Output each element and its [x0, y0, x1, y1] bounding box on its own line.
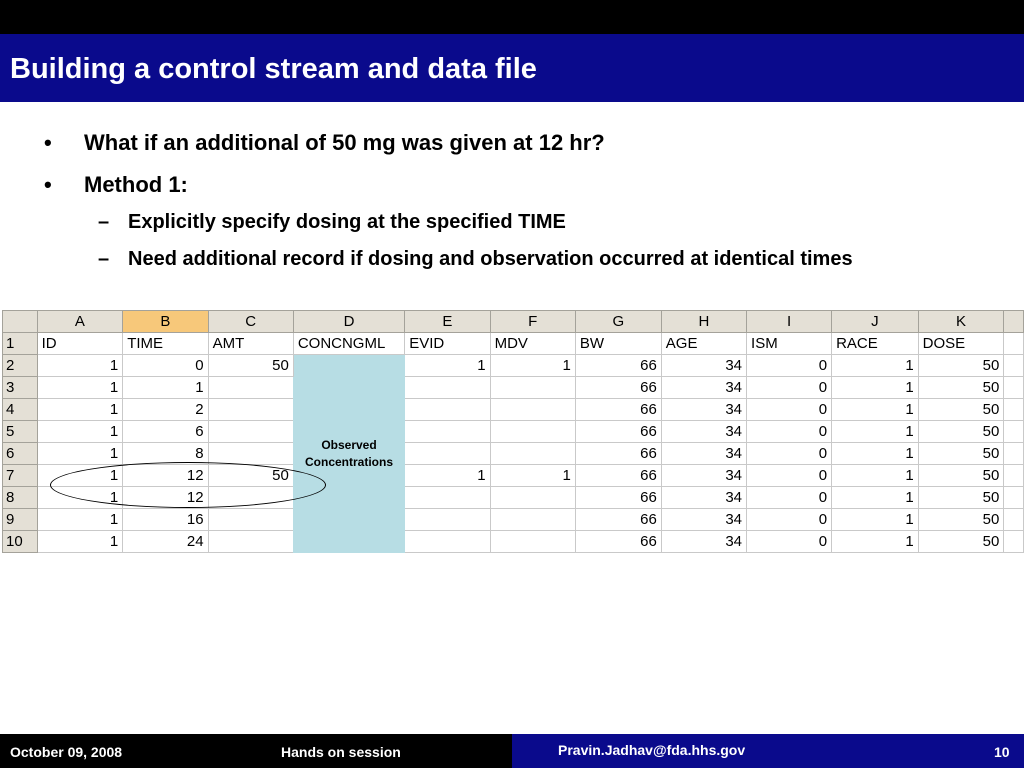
- cell[interactable]: [1004, 443, 1024, 465]
- cell[interactable]: 1: [37, 377, 123, 399]
- cell[interactable]: 1: [832, 377, 919, 399]
- cell[interactable]: [405, 487, 490, 509]
- cell[interactable]: 34: [661, 421, 746, 443]
- cell[interactable]: 50: [918, 355, 1004, 377]
- dash-icon: –: [98, 211, 110, 233]
- cell[interactable]: [1004, 531, 1024, 553]
- column-header[interactable]: D: [293, 311, 404, 333]
- cell[interactable]: 34: [661, 377, 746, 399]
- cell[interactable]: 1: [37, 399, 123, 421]
- column-header[interactable]: E: [405, 311, 490, 333]
- table-row: [3, 399, 1024, 421]
- row-number[interactable]: 3: [3, 377, 38, 399]
- cell[interactable]: 12: [123, 487, 208, 509]
- cell[interactable]: [490, 443, 575, 465]
- cell[interactable]: [1004, 487, 1024, 509]
- header-cell[interactable]: AMT: [208, 333, 293, 355]
- cell[interactable]: 66: [575, 377, 661, 399]
- column-header[interactable]: I: [747, 311, 832, 333]
- cell[interactable]: 24: [123, 531, 208, 553]
- cell[interactable]: 0: [747, 355, 832, 377]
- cell[interactable]: 1: [37, 421, 123, 443]
- header-cell[interactable]: TIME: [123, 333, 208, 355]
- cell[interactable]: 0: [747, 487, 832, 509]
- column-header[interactable]: F: [490, 311, 575, 333]
- column-header[interactable]: C: [208, 311, 293, 333]
- bullet-dot-icon: •: [44, 130, 52, 155]
- sub-bullet-text: Explicitly specify dosing at the specified TIME: [128, 211, 566, 233]
- cell[interactable]: [1004, 333, 1024, 355]
- cell[interactable]: [405, 399, 490, 421]
- cell[interactable]: 0: [747, 509, 832, 531]
- row-number[interactable]: 9: [3, 509, 38, 531]
- table-row: [3, 377, 1024, 399]
- cell[interactable]: 34: [661, 399, 746, 421]
- cell[interactable]: [490, 399, 575, 421]
- cell[interactable]: 1: [37, 355, 123, 377]
- header-cell[interactable]: AGE: [661, 333, 746, 355]
- select-all-corner[interactable]: [3, 311, 38, 333]
- cell[interactable]: 0: [123, 355, 208, 377]
- header-cell[interactable]: ID: [37, 333, 123, 355]
- column-header[interactable]: K: [918, 311, 1004, 333]
- row-number[interactable]: 8: [3, 487, 38, 509]
- table-row: [3, 531, 1024, 553]
- sub-bullet-text: Need additional record if dosing and observation occurred at identical times: [128, 248, 853, 270]
- cell[interactable]: [490, 487, 575, 509]
- cell[interactable]: [1004, 465, 1024, 487]
- spreadsheet: [2, 310, 1024, 555]
- table-row: [3, 509, 1024, 531]
- cell[interactable]: 66: [575, 465, 661, 487]
- cell[interactable]: 50: [918, 443, 1004, 465]
- cell[interactable]: [490, 377, 575, 399]
- cell[interactable]: 8: [123, 443, 208, 465]
- cell[interactable]: 34: [661, 531, 746, 553]
- cell[interactable]: 66: [575, 509, 661, 531]
- cell[interactable]: 50: [918, 531, 1004, 553]
- cell[interactable]: 66: [575, 531, 661, 553]
- row-number[interactable]: 5: [3, 421, 38, 443]
- bullet-text: Method 1:: [84, 172, 188, 197]
- header-cell[interactable]: RACE: [832, 333, 919, 355]
- footer-session: Hands on session: [281, 744, 401, 760]
- row-number[interactable]: 6: [3, 443, 38, 465]
- header-cell[interactable]: BW: [575, 333, 661, 355]
- column-header[interactable]: B: [123, 311, 208, 333]
- spreadsheet-grid: [2, 310, 1024, 553]
- cell[interactable]: 1: [405, 465, 490, 487]
- cell[interactable]: 1: [405, 355, 490, 377]
- cell[interactable]: [208, 509, 293, 531]
- cell[interactable]: 1: [832, 509, 919, 531]
- cell[interactable]: 1: [123, 377, 208, 399]
- cell[interactable]: 1: [832, 531, 919, 553]
- cell[interactable]: 1: [37, 465, 123, 487]
- cell[interactable]: 50: [918, 399, 1004, 421]
- cell[interactable]: 16: [123, 509, 208, 531]
- header-cell[interactable]: MDV: [490, 333, 575, 355]
- observed-concentrations-block[interactable]: Observed Concentrations: [293, 355, 404, 553]
- footer-email: Pravin.Jadhav@fda.hhs.gov: [558, 742, 746, 758]
- cell[interactable]: 6: [123, 421, 208, 443]
- cell[interactable]: 1: [832, 443, 919, 465]
- column-header-row: [3, 311, 1024, 333]
- cell[interactable]: 34: [661, 443, 746, 465]
- cell[interactable]: 34: [661, 487, 746, 509]
- top-black-bar: [0, 0, 1024, 34]
- highlight-circle: [50, 462, 326, 508]
- cell[interactable]: [405, 531, 490, 553]
- cell[interactable]: 1: [37, 443, 123, 465]
- cell[interactable]: [1004, 509, 1024, 531]
- table-row: [3, 421, 1024, 443]
- cell[interactable]: [490, 421, 575, 443]
- cell[interactable]: [490, 509, 575, 531]
- column-header[interactable]: J: [832, 311, 919, 333]
- cell[interactable]: 0: [747, 399, 832, 421]
- page-number: 10: [994, 744, 1010, 760]
- cell[interactable]: 1: [37, 509, 123, 531]
- cell[interactable]: 1: [832, 487, 919, 509]
- table-row: [3, 333, 1024, 355]
- cell[interactable]: 66: [575, 421, 661, 443]
- cell[interactable]: [405, 509, 490, 531]
- cell[interactable]: 1: [832, 465, 919, 487]
- header-cell[interactable]: DOSE: [918, 333, 1004, 355]
- cell[interactable]: [405, 421, 490, 443]
- cell[interactable]: [208, 399, 293, 421]
- cell[interactable]: 0: [747, 465, 832, 487]
- cell[interactable]: 12: [123, 465, 208, 487]
- cell[interactable]: [405, 443, 490, 465]
- cell[interactable]: 50: [918, 465, 1004, 487]
- cell[interactable]: 34: [661, 355, 746, 377]
- header-cell[interactable]: CONCNGML: [293, 333, 404, 355]
- cell[interactable]: 0: [747, 377, 832, 399]
- cell[interactable]: [1004, 355, 1024, 377]
- bullet-text: What if an additional of 50 mg was given at 12 hr?: [84, 130, 605, 155]
- cell[interactable]: 34: [661, 465, 746, 487]
- cell[interactable]: 1: [37, 487, 123, 509]
- cell[interactable]: 1: [832, 399, 919, 421]
- cell[interactable]: 66: [575, 487, 661, 509]
- row-number[interactable]: 2: [3, 355, 38, 377]
- column-header[interactable]: H: [661, 311, 746, 333]
- cell[interactable]: [208, 421, 293, 443]
- cell[interactable]: 0: [747, 443, 832, 465]
- header-cell[interactable]: ISM: [747, 333, 832, 355]
- row-number[interactable]: 4: [3, 399, 38, 421]
- cell[interactable]: 34: [661, 509, 746, 531]
- cell[interactable]: 0: [747, 531, 832, 553]
- row-number[interactable]: 10: [3, 531, 38, 553]
- cell[interactable]: 1: [490, 465, 575, 487]
- cell[interactable]: 50: [918, 421, 1004, 443]
- table-row: [3, 443, 1024, 465]
- dash-icon: –: [98, 248, 110, 270]
- slide-title: Building a control stream and data file: [10, 53, 537, 85]
- cell[interactable]: 50: [208, 355, 293, 377]
- footer-date: October 09, 2008: [10, 744, 123, 760]
- cell[interactable]: [1004, 399, 1024, 421]
- cell[interactable]: 50: [918, 487, 1004, 509]
- cell[interactable]: 1: [37, 531, 123, 553]
- cell[interactable]: 66: [575, 399, 661, 421]
- column-header[interactable]: G: [575, 311, 661, 333]
- cell[interactable]: 50: [918, 509, 1004, 531]
- cell[interactable]: [1004, 421, 1024, 443]
- cell[interactable]: [490, 531, 575, 553]
- cell[interactable]: 2: [123, 399, 208, 421]
- cell[interactable]: 50: [208, 465, 293, 487]
- cell[interactable]: [208, 377, 293, 399]
- cell[interactable]: [405, 377, 490, 399]
- cell[interactable]: 0: [747, 421, 832, 443]
- cell[interactable]: [1004, 377, 1024, 399]
- table-row: [3, 355, 1024, 377]
- cell[interactable]: 1: [832, 421, 919, 443]
- cell[interactable]: 50: [918, 377, 1004, 399]
- cell[interactable]: 1: [490, 355, 575, 377]
- header-cell[interactable]: EVID: [405, 333, 490, 355]
- cell[interactable]: 66: [575, 355, 661, 377]
- bullet-dot-icon: •: [44, 172, 52, 197]
- cell[interactable]: [208, 531, 293, 553]
- cell[interactable]: 66: [575, 443, 661, 465]
- column-header[interactable]: A: [37, 311, 123, 333]
- column-header[interactable]: [1004, 311, 1024, 333]
- cell[interactable]: 1: [832, 355, 919, 377]
- row-number[interactable]: 1: [3, 333, 38, 355]
- cell[interactable]: [208, 443, 293, 465]
- row-number[interactable]: 7: [3, 465, 38, 487]
